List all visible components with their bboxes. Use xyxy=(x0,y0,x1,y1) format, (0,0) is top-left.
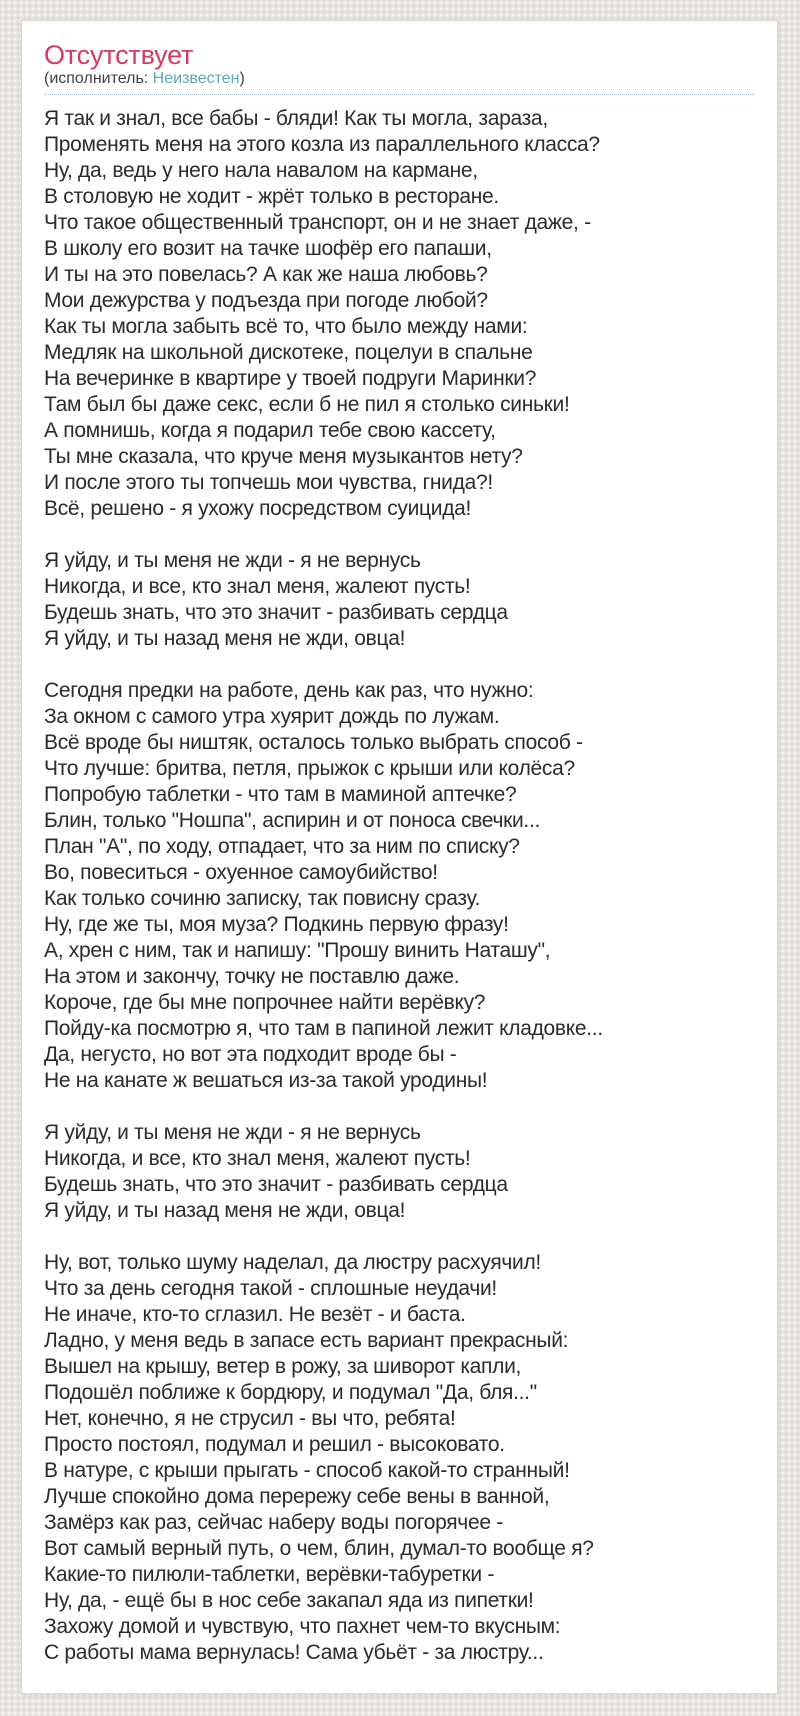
artist-line xyxy=(44,69,755,95)
lyric-line: Ты мне сказала, что круче меня музыкантов нету? xyxy=(44,445,523,468)
lyric-line: Вот самый верный путь, о чем, блин, думал-то вообще я? xyxy=(44,1537,594,1560)
lyric-line: А помнишь, когда я подарил тебе свою кассету, xyxy=(44,419,496,442)
lyric-line: Подошёл поближе к бордюру, и подумал "Да, бля..." xyxy=(44,1381,537,1404)
lyric-line: В столовую не ходит - жрёт только в ресторане. xyxy=(44,185,499,208)
artist-link[interactable]: Неизвестен xyxy=(152,70,240,87)
lyric-line: На этом и закончу, точку не поставлю даже. xyxy=(44,965,460,988)
lyric-line: Ну, да, - ещё бы в нос себе закапал яда из пипетки! xyxy=(44,1589,534,1612)
lyric-line: Никогда, и все, кто знал меня, жалеют пусть! xyxy=(44,1147,471,1170)
lyric-line: Будешь знать, что это значит - разбивать сердца xyxy=(44,1173,508,1196)
lyric-line: И после этого ты топчешь мои чувства, гнида?! xyxy=(44,471,493,494)
lyric-line: Что лучше: бритва, петля, прыжок с крыши или колёса? xyxy=(44,757,575,780)
lyric-line: Замёрз как раз, сейчас наберу воды погорячее - xyxy=(44,1511,503,1534)
lyric-line: Во, повеситься - охуенное самоубийство! xyxy=(44,861,438,884)
lyric-line: Я уйду, и ты назад меня не жди, овца! xyxy=(44,1199,406,1222)
lyric-line: Блин, только "Ношпа", аспирин и от поноса свечки... xyxy=(44,809,541,832)
lyric-line: Лучше спокойно дома перережу себе вены в ванной, xyxy=(44,1485,550,1508)
lyric-line: Что за день сегодня такой - сплошные неудачи! xyxy=(44,1277,497,1300)
lyric-line: Что такое общественный транспорт, он и не знает даже, - xyxy=(44,211,591,234)
lyric-line: Ну, где же ты, моя муза? Подкинь первую фразу! xyxy=(44,913,509,936)
lyric-line: На вечеринке в квартире у твоей подруги Маринки? xyxy=(44,367,537,390)
lyric-line: Захожу домой и чувствую, что пахнет чем-то вкусным: xyxy=(44,1615,561,1638)
lyric-line: Там был бы даже секс, если б не пил я столько синьки! xyxy=(44,393,570,416)
lyric-line: Да, негусто, но вот эта подходит вроде бы - xyxy=(44,1043,457,1066)
lyric-line: Я уйду, и ты меня не жди - я не вернусь xyxy=(44,549,421,572)
lyric-line: Сегодня предки на работе, день как раз, что нужно: xyxy=(44,679,534,702)
song-title: Отсутствует xyxy=(44,40,194,70)
lyric-line: Нет, конечно, я не струсил - вы что, ребята! xyxy=(44,1407,456,1430)
lyric-line: Медляк на школьной дискотеке, поцелуи в спальне xyxy=(44,341,533,364)
artist-label-close: ) xyxy=(239,70,245,87)
lyric-line: Вышел на крышу, ветер в рожу, за шиворот капли, xyxy=(44,1355,522,1378)
lyric-line: Как только сочиню записку, так повисну сразу. xyxy=(44,887,481,910)
lyric-line: С работы мама вернулась! Сама убьёт - за люстру... xyxy=(44,1641,544,1664)
lyric-line: Не на канате ж вешаться из-за такой уродины! xyxy=(44,1069,488,1092)
stanza xyxy=(44,106,755,522)
lyric-line: А, хрен с ним, так и напишу: "Прошу винить Наташу", xyxy=(44,939,551,962)
stanza xyxy=(44,548,755,652)
lyric-line: Променять меня на этого козла из параллельного класса? xyxy=(44,133,600,156)
lyric-line: Какие-то пилюли-таблетки, верёвки-табуретки - xyxy=(44,1563,495,1586)
lyric-line: Короче, где бы мне попрочнее найти верёвку? xyxy=(44,991,486,1014)
lyric-line: Просто постоял, подумал и решил - высоковато. xyxy=(44,1433,505,1456)
lyric-line: Как ты могла забыть всё то, что было между нами: xyxy=(44,315,528,338)
lyrics-text xyxy=(44,106,755,1666)
lyric-line: Никогда, и все, кто знал меня, жалеют пусть! xyxy=(44,575,471,598)
lyric-line: Я уйду, и ты меня не жди - я не вернусь xyxy=(44,1121,421,1144)
artist-label: (исполнитель: xyxy=(44,70,153,87)
lyric-line: Будешь знать, что это значит - разбивать сердца xyxy=(44,601,508,624)
lyric-line: Всё вроде бы ништяк, осталось только выбрать способ - xyxy=(44,731,583,754)
lyric-line: В натуре, с крыши прыгать - способ какой-то странный! xyxy=(44,1459,570,1482)
lyric-line: Ну, вот, только шуму наделал, да люстру расхуячил! xyxy=(44,1251,541,1274)
lyrics-card xyxy=(21,20,778,1694)
stanza xyxy=(44,1120,755,1224)
stanza xyxy=(44,1250,755,1666)
lyric-line: В школу его возит на тачке шофёр его папаши, xyxy=(44,237,492,260)
lyric-line: За окном с самого утра хуярит дождь по лужам. xyxy=(44,705,500,728)
lyric-line: Ладно, у меня ведь в запасе есть вариант прекрасный: xyxy=(44,1329,569,1352)
lyric-line: Попробую таблетки - что там в маминой аптечке? xyxy=(44,783,517,806)
lyric-line: И ты на это повелась? А как же наша любовь? xyxy=(44,263,488,286)
stanza xyxy=(44,678,755,1094)
lyric-line: Я уйду, и ты назад меня не жди, овца! xyxy=(44,627,406,650)
lyric-line: Мои дежурства у подъезда при погоде любой? xyxy=(44,289,488,312)
lyric-line: План "А", по ходу, отпадает, что за ним по списку? xyxy=(44,835,520,858)
lyric-line: Ну, да, ведь у него нала навалом на кармане, xyxy=(44,159,478,182)
lyric-line: Всё, решено - я ухожу посредством суицида! xyxy=(44,497,472,520)
lyric-line: Пойду-ка посмотрю я, что там в папиной лежит кладовке... xyxy=(44,1017,603,1040)
lyric-line: Не иначе, кто-то сглазил. Не везёт - и баста. xyxy=(44,1303,466,1326)
lyric-line: Я так и знал, все бабы - бляди! Как ты могла, зараза, xyxy=(44,107,548,130)
